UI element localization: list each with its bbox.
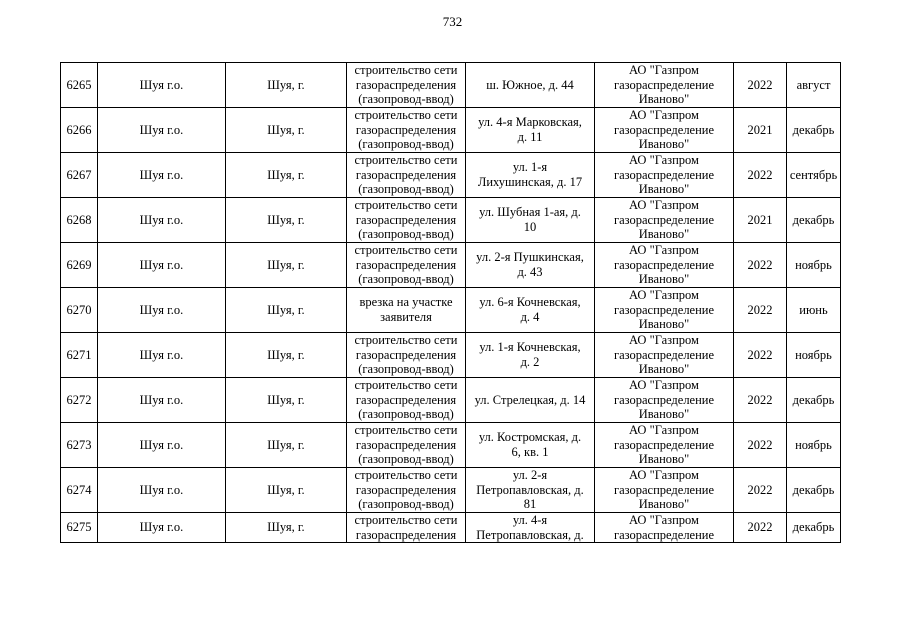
address-cell: ул. 6-я Кочневская, д. 4 xyxy=(466,288,595,333)
table-row xyxy=(61,243,841,288)
table-row xyxy=(61,108,841,153)
locality-cell: Шуя, г. xyxy=(226,513,347,543)
year-cell: 2022 xyxy=(734,243,787,288)
address-cell: ул. 2-я Пушкинская, д. 43 xyxy=(466,243,595,288)
row-number-cell: 6265 xyxy=(61,63,98,108)
month-cell: ноябрь xyxy=(787,243,841,288)
district-cell: Шуя г.о. xyxy=(98,153,226,198)
district-cell: Шуя г.о. xyxy=(98,288,226,333)
year-cell: 2022 xyxy=(734,63,787,108)
district-cell: Шуя г.о. xyxy=(98,243,226,288)
locality-cell: Шуя, г. xyxy=(226,108,347,153)
year-cell: 2022 xyxy=(734,423,787,468)
month-cell: август xyxy=(787,63,841,108)
work-type-cell: строительство сети газораспределения (газопровод-ввод) xyxy=(347,378,466,423)
district-cell: Шуя г.о. xyxy=(98,198,226,243)
address-cell: ул. 2-я Петропавловская, д. 81 xyxy=(466,468,595,513)
organization-cell: АО "Газпром газораспределение Иваново" xyxy=(595,198,734,243)
work-type-cell: строительство сети газораспределения (газопровод-ввод) xyxy=(347,423,466,468)
table-row xyxy=(61,513,841,543)
district-cell: Шуя г.о. xyxy=(98,468,226,513)
work-type-cell: строительство сети газораспределения (газопровод-ввод) xyxy=(347,243,466,288)
row-number-cell: 6271 xyxy=(61,333,98,378)
year-cell: 2021 xyxy=(734,198,787,243)
work-type-cell: строительство сети газораспределения (газопровод-ввод) xyxy=(347,333,466,378)
work-type-cell: строительство сети газораспределения (газопровод-ввод) xyxy=(347,153,466,198)
organization-cell: АО "Газпром газораспределение Иваново" xyxy=(595,423,734,468)
row-number-cell: 6274 xyxy=(61,468,98,513)
work-type-cell: строительство сети газораспределения (газопровод-ввод) xyxy=(347,63,466,108)
locality-cell: Шуя, г. xyxy=(226,423,347,468)
address-cell: ул. Шубная 1-ая, д. 10 xyxy=(466,198,595,243)
organization-cell: АО "Газпром газораспределение Иваново" xyxy=(595,108,734,153)
page-number: 732 xyxy=(442,14,463,29)
table-row xyxy=(61,63,841,108)
gas-network-table xyxy=(60,62,841,543)
year-cell: 2022 xyxy=(734,333,787,378)
district-cell: Шуя г.о. xyxy=(98,63,226,108)
month-cell: декабрь xyxy=(787,198,841,243)
locality-cell: Шуя, г. xyxy=(226,153,347,198)
district-cell: Шуя г.о. xyxy=(98,423,226,468)
address-cell: ш. Южное, д. 44 xyxy=(466,63,595,108)
district-cell: Шуя г.о. xyxy=(98,378,226,423)
district-cell: Шуя г.о. xyxy=(98,333,226,378)
table-row xyxy=(61,153,841,198)
month-cell: декабрь xyxy=(787,468,841,513)
year-cell: 2022 xyxy=(734,288,787,333)
table-row xyxy=(61,378,841,423)
locality-cell: Шуя, г. xyxy=(226,63,347,108)
row-number-cell: 6275 xyxy=(61,513,98,543)
locality-cell: Шуя, г. xyxy=(226,468,347,513)
organization-cell: АО "Газпром газораспределение Иваново" xyxy=(595,288,734,333)
row-number-cell: 6267 xyxy=(61,153,98,198)
month-cell: ноябрь xyxy=(787,333,841,378)
row-number-cell: 6269 xyxy=(61,243,98,288)
table-row xyxy=(61,288,841,333)
row-number-cell: 6266 xyxy=(61,108,98,153)
organization-cell: АО "Газпром газораспределение Иваново" xyxy=(595,63,734,108)
organization-cell: АО "Газпром газораспределение Иваново" xyxy=(595,243,734,288)
month-cell: июнь xyxy=(787,288,841,333)
locality-cell: Шуя, г. xyxy=(226,288,347,333)
month-cell: декабрь xyxy=(787,378,841,423)
district-cell: Шуя г.о. xyxy=(98,513,226,543)
organization-cell: АО "Газпром газораспределение Иваново" xyxy=(595,153,734,198)
work-type-cell: строительство сети газораспределения xyxy=(347,513,466,543)
table-row xyxy=(61,423,841,468)
locality-cell: Шуя, г. xyxy=(226,378,347,423)
work-type-cell: строительство сети газораспределения (газопровод-ввод) xyxy=(347,198,466,243)
organization-cell: АО "Газпром газораспределение Иваново" xyxy=(595,378,734,423)
year-cell: 2022 xyxy=(734,468,787,513)
work-type-cell: строительство сети газораспределения (газопровод-ввод) xyxy=(347,108,466,153)
month-cell: ноябрь xyxy=(787,423,841,468)
work-type-cell: врезка на участке заявителя xyxy=(347,288,466,333)
year-cell: 2022 xyxy=(734,513,787,543)
year-cell: 2022 xyxy=(734,153,787,198)
organization-cell: АО "Газпром газораспределение Иваново" xyxy=(595,468,734,513)
year-cell: 2021 xyxy=(734,108,787,153)
organization-cell: АО "Газпром газораспределение Иваново" xyxy=(595,333,734,378)
address-cell: ул. Костромская, д. 6, кв. 1 xyxy=(466,423,595,468)
row-number-cell: 6273 xyxy=(61,423,98,468)
locality-cell: Шуя, г. xyxy=(226,243,347,288)
organization-cell: АО "Газпром газораспределение xyxy=(595,513,734,543)
table-row xyxy=(61,333,841,378)
district-cell: Шуя г.о. xyxy=(98,108,226,153)
month-cell: сентябрь xyxy=(787,153,841,198)
month-cell: декабрь xyxy=(787,108,841,153)
address-cell: ул. 4-я Марковская, д. 11 xyxy=(466,108,595,153)
address-cell: ул. 1-я Кочневская, д. 2 xyxy=(466,333,595,378)
row-number-cell: 6270 xyxy=(61,288,98,333)
work-type-cell: строительство сети газораспределения (газопровод-ввод) xyxy=(347,468,466,513)
locality-cell: Шуя, г. xyxy=(226,198,347,243)
row-number-cell: 6268 xyxy=(61,198,98,243)
address-cell: ул. 4-я Петропавловская, д. xyxy=(466,513,595,543)
locality-cell: Шуя, г. xyxy=(226,333,347,378)
address-cell: ул. Стрелецкая, д. 14 xyxy=(466,378,595,423)
year-cell: 2022 xyxy=(734,378,787,423)
table-row xyxy=(61,468,841,513)
month-cell: декабрь xyxy=(787,513,841,543)
row-number-cell: 6272 xyxy=(61,378,98,423)
address-cell: ул. 1-я Лихушинская, д. 17 xyxy=(466,153,595,198)
table-row xyxy=(61,198,841,243)
